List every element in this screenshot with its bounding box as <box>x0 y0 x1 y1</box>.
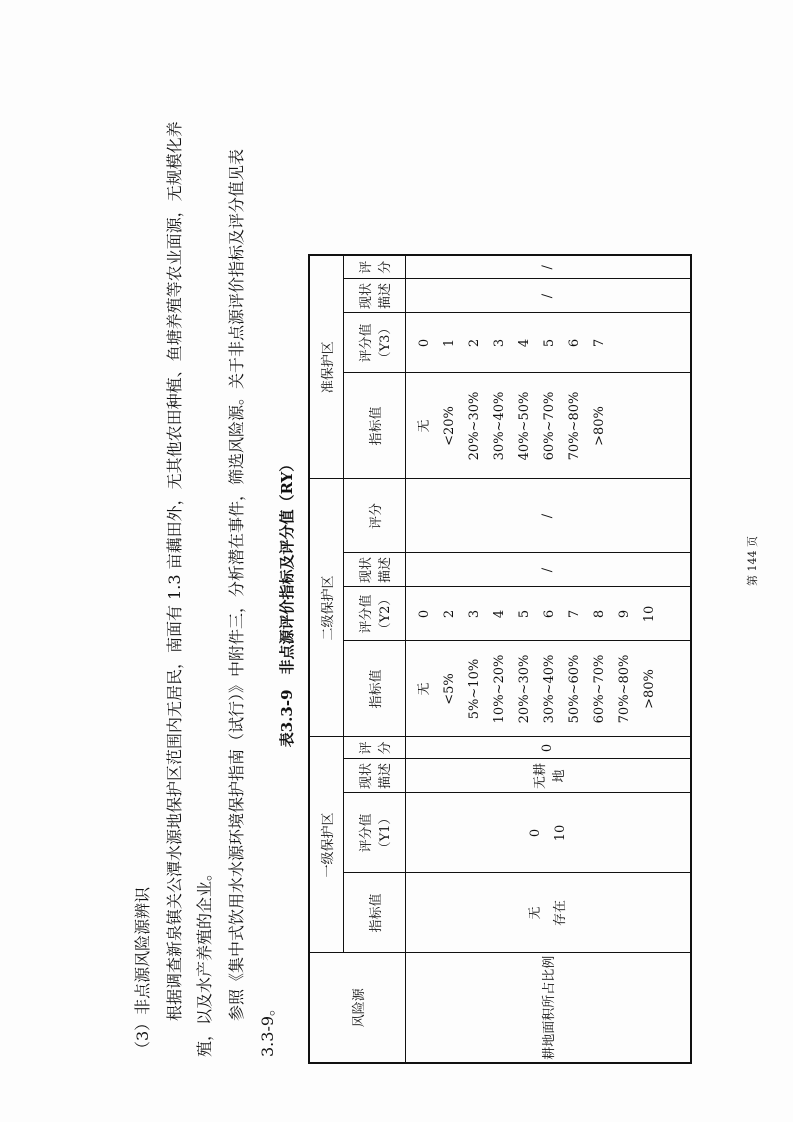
zone1-scores <box>405 793 691 873</box>
indicator-value: 30%~40% <box>491 391 507 461</box>
score-value: 0 <box>527 828 543 838</box>
score-value: 6 <box>541 609 557 619</box>
header-risk-source: 风险源 <box>309 953 405 1063</box>
score-value: 7 <box>591 338 607 348</box>
table-caption: 表3.3-9 非点源评价指标及评分值（RY） <box>278 456 296 748</box>
header-zone2-status: 现状描述 <box>343 553 405 587</box>
header-zone2: 二级保护区 <box>309 479 343 737</box>
zone1-indicators <box>405 873 691 953</box>
indicator-value: 40%~50% <box>516 391 532 461</box>
indicator-value: 50%~60% <box>566 654 582 724</box>
section-heading: （3）非点源风险源辨识 <box>133 886 152 1057</box>
indicator-value: 无 <box>527 906 543 920</box>
indicator-value: 存在 <box>552 900 568 927</box>
indicator-value: >80% <box>641 669 657 709</box>
indicator-value: 60%~70% <box>591 654 607 724</box>
paragraph-1: 根据调查新泉镇关公潭水源地保护区范围内无居民，南面有 1.3 亩藕田外，无其他农田种植、鱼塘养殖等农业面源，无规模化养 <box>165 121 184 1021</box>
score-value: 10 <box>552 824 568 842</box>
zone3-score: / <box>405 255 691 279</box>
score-value: 2 <box>466 338 482 348</box>
indicator-value: 20%~30% <box>466 391 482 461</box>
indicator-value: 70%~80% <box>566 391 582 461</box>
header-zone3-score: 评分 <box>343 255 405 279</box>
header-zone1-score: 评分 <box>343 737 405 759</box>
header-zone3: 准保护区 <box>309 255 343 479</box>
paragraph-4: 3.3-9。 <box>258 999 277 1057</box>
zone1-status: 无耕地 <box>405 759 691 793</box>
indicator-value: <5% <box>441 673 457 705</box>
header-zone3-indicator: 指标值 <box>343 373 405 479</box>
zone1-score: 0 <box>405 737 691 759</box>
header-zone1-status: 现状描述 <box>343 759 405 793</box>
scoring-table <box>308 254 692 1064</box>
zone2-indicators <box>405 641 691 737</box>
row-risk-source: 耕地面积所占比例 <box>405 953 691 1063</box>
score-value: 4 <box>491 609 507 619</box>
score-value: 5 <box>541 338 557 348</box>
indicator-value: 5%~10% <box>466 658 482 720</box>
header-zone3-status: 现状描述 <box>343 279 405 313</box>
score-label: 评分值 <box>359 594 374 634</box>
indicator-value: 10%~20% <box>491 654 507 724</box>
score-value: 4 <box>516 338 532 348</box>
indicator-value: 无 <box>416 419 432 433</box>
indicator-value: 70%~80% <box>616 654 632 724</box>
score-value: 3 <box>466 609 482 619</box>
score-y3: （Y3） <box>378 321 393 365</box>
score-value: 9 <box>616 609 632 619</box>
score-value: 10 <box>641 605 657 623</box>
score-value: 1 <box>441 338 457 348</box>
indicator-value: >80% <box>591 406 607 446</box>
score-value: 0 <box>416 609 432 619</box>
score-value: 0 <box>416 338 432 348</box>
score-y2: （Y2） <box>378 592 393 636</box>
header-zone2-indicator: 指标值 <box>343 641 405 737</box>
score-value: 3 <box>491 338 507 348</box>
indicator-value: 60%~70% <box>541 391 557 461</box>
score-value: 2 <box>441 609 457 619</box>
header-zone1: 一级保护区 <box>309 737 343 953</box>
zone2-score: / <box>405 479 691 553</box>
score-label: 评分值 <box>359 323 374 363</box>
header-zone3-score-value <box>343 313 405 373</box>
paragraph-2: 殖，以及水产养殖的企业。 <box>195 864 214 1057</box>
zone3-scores <box>405 313 691 373</box>
header-zone2-score: 评分 <box>343 479 405 553</box>
score-value: 6 <box>566 338 582 348</box>
header-zone1-score-value <box>343 793 405 873</box>
score-value: 5 <box>516 609 532 619</box>
indicator-value: <20% <box>441 406 457 446</box>
score-value: 7 <box>566 609 582 619</box>
paragraph-3: 参照《集中式饮用水水源环境保护指南（试行）》中附件三，分析潜在事件，筛选风险源。关于非点源评价指标及评分值见表 <box>227 148 246 1021</box>
indicator-value: 20%~30% <box>516 654 532 724</box>
header-zone1-indicator: 指标值 <box>343 873 405 953</box>
score-label: 评分值 <box>359 813 374 853</box>
zone2-scores <box>405 587 691 641</box>
score-y1: （Y1） <box>378 811 393 855</box>
zone3-indicators <box>405 373 691 479</box>
zone2-status: / <box>405 553 691 587</box>
indicator-value: 无 <box>416 682 432 696</box>
header-zone2-score-value <box>343 587 405 641</box>
zone3-status: / <box>405 279 691 313</box>
page-number: 第 144 页 <box>746 536 759 586</box>
indicator-value: 30%~40% <box>541 654 557 724</box>
score-value: 8 <box>591 609 607 619</box>
